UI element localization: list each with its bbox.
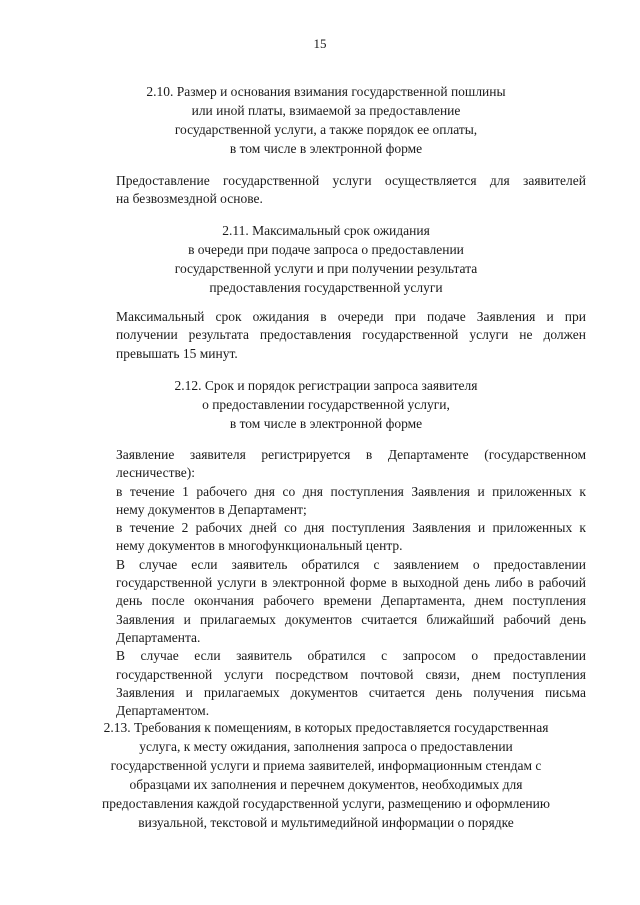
text-line: Предоставление государственной услуги осуществляется для заявителей [116, 173, 586, 188]
text-line: Департамента. [116, 629, 201, 645]
paragraph [66, 556, 586, 647]
paragraph [66, 519, 586, 556]
heading-line: визуальной, текстовой и мультимедийной информации о порядке [138, 815, 514, 830]
heading-line: или иной платы, взимаемой за предоставление [191, 103, 461, 118]
text-line: в течение 1 рабочего дня со дня поступления Заявления и приложенных к [116, 483, 586, 499]
text-line: получении результата предоставления государственной услуги не должен [116, 327, 586, 343]
page-number: 15 [313, 36, 327, 51]
heading-line: в очереди при подаче запроса о предоставлении [188, 242, 464, 257]
heading-line: государственной услуги и при получении результата [174, 261, 478, 276]
heading-line: образцами их заполнения и перечнем документов, необходимых для [129, 777, 523, 792]
heading-line: услуга, к месту ожидания, заполнения запроса о предоставлении [139, 739, 513, 754]
heading-line: 2.13. Требования к помещениям, в которых предоставляется государственная [103, 720, 549, 735]
text-line: Заявления и прилагаемых документов считается день получения письма [116, 684, 586, 700]
heading-line: 2.10. Размер и основания взимания государственной пошлины [146, 84, 506, 99]
text-line: день после окончания рабочего времени Департамента, днем поступления [116, 593, 586, 609]
text-line: Максимальный срок ожидания в очереди при подаче Заявления и при [116, 309, 586, 324]
paragraph [66, 446, 586, 483]
text-line: государственной услуги посредством почтовой связи, днем поступления [116, 666, 586, 682]
section-2-12-body [66, 446, 586, 720]
paragraph [66, 308, 586, 363]
heading-line: государственной услуги и приема заявителей, информационным стендам с [110, 758, 542, 773]
heading-line: предоставления каждой государственной услуги, размещению и оформлению [102, 796, 550, 811]
text-line: превышать 15 минут. [116, 345, 238, 361]
section-2-12-heading [66, 376, 586, 433]
text-line: Департаментом. [116, 703, 210, 719]
heading-line: 2.12. Срок и порядок регистрации запроса заявителя [174, 378, 478, 393]
text-line: Заявление заявителя регистрируется в Департаменте (государственном [116, 447, 586, 462]
text-line: В случае если заявитель обратился с запросом о предоставлении [116, 648, 586, 664]
heading-line: в том числе в электронной форме [229, 141, 423, 156]
heading-line: 2.11. Максимальный срок ожидания [222, 223, 430, 238]
heading-line: в том числе в электронной форме [229, 416, 423, 431]
heading-line: предоставления государственной услуги [209, 280, 443, 295]
section-2-11-body [66, 308, 586, 363]
section-2-13-heading [66, 718, 586, 832]
heading-line: о предоставлении государственной услуги, [202, 397, 450, 412]
paragraph [66, 647, 586, 720]
heading-line: государственной услуги, а также порядок ее оплаты, [174, 122, 478, 137]
section-2-10-body [66, 172, 586, 209]
text-line: нему документов в многофункциональный центр. [116, 538, 403, 554]
section-2-11-heading [66, 221, 586, 297]
text-line: государственной услуги в электронной форме в выходной день либо в рабочий [116, 575, 586, 591]
text-line: на безвозмездной основе. [116, 191, 263, 207]
text-line: нему документов в Департамент; [116, 501, 307, 517]
text-line: В случае если заявитель обратился с заявлением о предоставлении [116, 556, 586, 572]
paragraph [66, 172, 586, 209]
text-line: Заявления и прилагаемых документов считается ближайший рабочий день [116, 611, 586, 627]
section-2-10-heading [66, 82, 586, 158]
text-line: в течение 2 рабочих дней со дня поступления Заявления и приложенных к [116, 520, 586, 536]
paragraph [66, 483, 586, 520]
text-line: лесничестве): [116, 465, 196, 481]
